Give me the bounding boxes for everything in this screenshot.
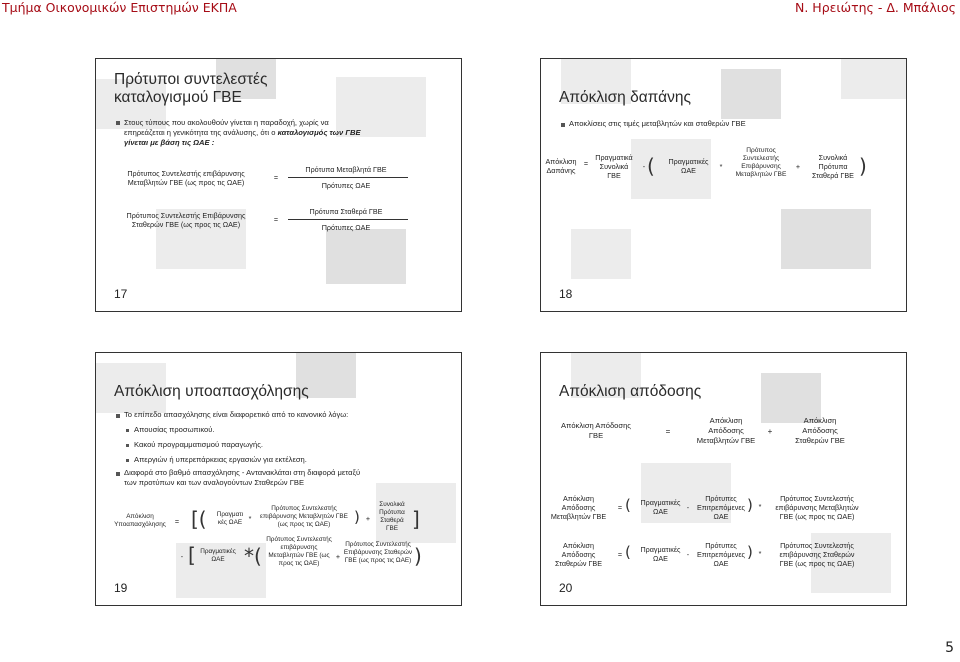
close-paren: ) [747,543,753,561]
eq-sign: = [583,159,589,168]
formula2-left: Πρότυπος Συντελεστής Επιβάρυνσης Σταθερών ΓΒΕ (ως προς τις ΩΑΕ) [126,211,246,229]
f1-var: Απόκλιση Απόδοσης Μεταβλητών ΓΒΕ [696,416,756,445]
minus-sign: - [686,503,690,512]
eq-sign: = [174,517,180,526]
open-bracket: [ [188,543,196,567]
intro-line-1: Στους τύπους που ακολουθούν γίνεται η παραδοχή, χωρίς να [124,118,329,127]
intro-line-3: γίνεται με βάση τις ΩΑΕ : [124,138,215,147]
page-header [0,0,960,18]
formula2-eq: = [273,215,279,224]
slide-number: 20 [559,581,573,595]
sub-item-1: Απουσίας προσωπικού. [134,425,215,434]
actual-total-overhead: Πραγματικά Συνολικά ΓΒΕ [595,153,633,180]
bullet-marker [116,121,120,125]
slide-title: Πρότυποι συντελεστές [114,71,268,88]
f1-lhs: Απόκλιση Απόδοσης ΓΒΕ [561,421,631,440]
std-fixed-overhead: Συνολικά Πρότυπα Σταθερά ΓΒΕ [812,153,854,180]
bullet-text: Αποκλίσεις στις τιμές μεταβλητών και σταθερών ΓΒΕ [569,119,746,128]
std-var-rate: Πρότυπος Συντελεστής επιβάρυνσης Μεταβλητών ΓΒΕ (ως προς τις ΩΑΕ) [775,494,859,521]
bullet-marker [116,472,120,476]
plus-sign-2: + [335,552,341,561]
sub-item-2: Κακού προγραμματισμού παραγωγής. [134,440,263,449]
slide-title-line2: καταλογισμού ΓΒΕ [114,89,242,106]
sub-bullet-marker [126,429,129,432]
formula1-eq: = [273,173,279,182]
bullet-2-line-1: Διαφορά στο βαθμό απασχόλησης - Αντανακλάται στη διαφορά μεταξύ [124,468,361,477]
page-number: 5 [945,640,954,656]
std-var-rate: Πρότυπος Συντελεστής επιβάρυνσης Μεταβλητών ΓΒΕ (ως προς τις ΩΑΕ) [260,505,348,528]
fraction-bar [288,219,408,220]
slide-title: Απόκλιση απόδοσης [559,383,702,400]
std-allowed-hours: Πρότυπες Επιτρεπόμενες ΩΑΕ [696,494,746,521]
open-paren: ( [625,543,631,561]
eq-sign-3: = [617,550,623,559]
slide-title: Απόκλιση δαπάνης [559,89,691,106]
f3-lhs: Απόκλιση Απόδοσης Σταθερών ΓΒΕ [554,541,603,568]
close-paren: ) [354,508,360,526]
slide-number: 17 [114,287,128,301]
open-bracket: [( [191,507,207,531]
bullet-marker [561,123,565,127]
sub-item-3: Απεργιών ή υπερεπάρκειας εργασιών για εκτέλεση. [134,455,307,464]
std-allowed-hours-2: Πρότυπες Επιτρεπόμενες ΩΑΕ [696,541,746,568]
plus-sign: + [365,514,371,523]
bullet-marker [116,414,120,418]
slide-18 [540,58,907,312]
f2-lhs: Απόκλιση Απόδοσης Μεταβλητών ΓΒΕ [550,494,607,521]
minus-sign: - [642,162,646,171]
times-sign: * [719,162,723,171]
actual-hours: Πραγματικές ΩΑΕ [640,498,681,516]
f1-fixed: Απόκλιση Απόδοσης Σταθερών ΓΒΕ [795,416,845,445]
formula2-numerator: Πρότυπα Σταθερά ΓΒΕ [309,207,383,216]
slide-19 [95,352,462,606]
slide-20 [540,352,907,606]
plus-sign: + [767,427,773,436]
actual-hours-2: Πραγματικές ΩΑΕ [640,545,681,563]
bullet-2-line-2: των προτύπων και των αναλογούντων Σταθερών ΓΒΕ [124,478,305,487]
lhs: Απόκλιση Δαπάνης [545,157,577,175]
fraction-bar [288,177,408,178]
std-fixed-rate: Πρότυπος Συντελεστής Επιβάρυνσης Σταθερών ΓΒΕ (ως προς τις ΩΑΕ) [343,541,413,564]
lhs: Απόκλιση Υποαπασχόλησης [114,513,166,528]
bullet-1: Το επίπεδο απασχόλησης είναι διαφορετικό από το κανονικό λόγω: [124,410,349,419]
sub-bullet-marker [126,444,129,447]
open-paren: ( [625,496,631,514]
minus-sign-2: - [686,550,690,559]
formula1-denominator: Πρότυπες ΩΑΕ [321,181,371,190]
slide-number: 18 [559,287,573,301]
std-fixed-overhead: Συνολικά Πρότυπα Σταθερά ΓΒΕ [379,501,405,532]
close-paren: ) [747,496,753,514]
times-sign: * [758,502,762,511]
slide-title: Απόκλιση υποαπασχόλησης [114,383,309,400]
plus-sign: + [795,162,801,171]
times-sign-2: * [758,549,762,558]
eq-sign: = [665,427,671,436]
close-bracket: ] [412,507,420,531]
std-var-rate: Πρότυπος Συντελεστής Επιβάρυνσης Μεταβλητών ΓΒΕ [735,147,787,178]
times-sign: * [248,514,252,523]
minus-sign: - [180,552,184,561]
close-paren: ) [414,544,422,568]
slide-17 [95,58,462,312]
sub-bullet-marker [126,459,129,462]
std-var-rate-2: Πρότυπος Συντελεστής επιβάρυνσης Μεταβλητών ΓΒΕ (ως προς τις ΩΑΕ) [266,536,332,567]
open-paren: ( [647,154,655,178]
header-left: Τμήμα Οικονομικών Επιστημών ΕΚΠΑ [2,0,237,15]
actual-hours: Πραγματι κές ΩΑΕ [216,511,244,526]
formula1-left: Πρότυπος Συντελεστής επιβάρυνσης Μεταβλητών ΓΒΕ (ως προς τις ΩΑΕ) [127,169,245,187]
times-open: *( [244,544,262,568]
header-right: Ν. Ηρειώτης - Δ. Μπάλιος [795,0,956,15]
actual-hours-2: Πραγματικές ΩΑΕ [200,548,236,563]
formula2-denominator: Πρότυπες ΩΑΕ [321,223,371,232]
std-fixed-rate: Πρότυπος Συντελεστής επιβάρυνσης Σταθερών ΓΒΕ (ως προς τις ΩΑΕ) [779,541,855,568]
intro-line-2: επηρεάζεται η γενικότητα της ανάλυσης, ότι ο [124,128,276,137]
intro-bold: καταλογισμός των ΓΒΕ [277,128,361,137]
actual-hours: Πραγματικές ΩΑΕ [668,157,709,175]
close-paren: ) [859,154,867,178]
formula1-numerator: Πρότυπα Μεταβλητά ΓΒΕ [305,165,387,174]
slide-number: 19 [114,581,128,595]
eq-sign-2: = [617,503,623,512]
